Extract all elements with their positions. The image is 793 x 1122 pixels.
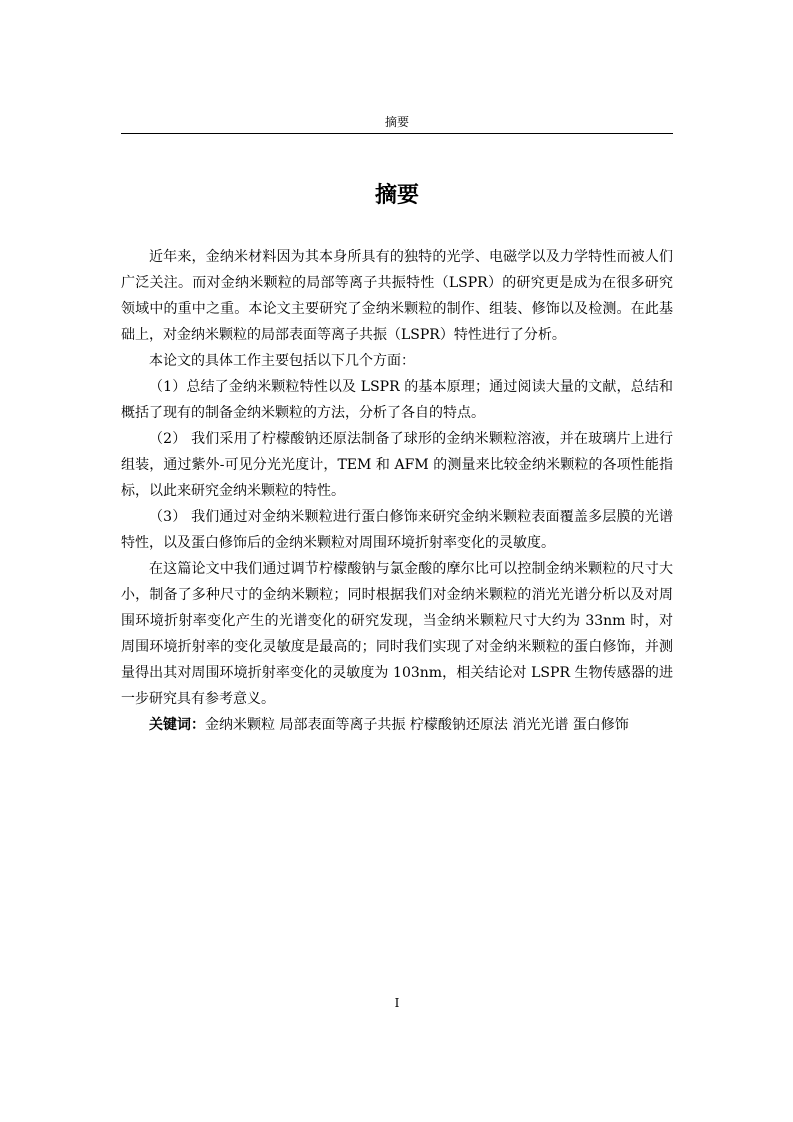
paragraph-item-1: （1）总结了金纳米颗粒特性以及 LSPR 的基本原理；通过阅读大量的文献，总结和概括了现有的制备金纳米颗粒的方法，分析了各自的特点。 — [121, 379, 673, 421]
paragraph-item-3: （3） 我们通过对金纳米颗粒进行蛋白修饰来研究金纳米颗粒表面覆盖多层膜的光谱特性，以及蛋白修饰后的金纳米颗粒对周围环境折射率变化的灵敏度。 — [121, 509, 673, 551]
running-header: 摘要 — [384, 115, 409, 129]
keywords-label: 关键词： — [149, 717, 205, 733]
keywords-text: 金纳米颗粒 局部表面等离子共振 柠檬酸钠还原法 消光光谱 蛋白修饰 — [205, 717, 629, 733]
paragraph-conclusion: 在这篇论文中我们通过调节柠檬酸钠与氯金酸的摩尔比可以控制金纳米颗粒的尺寸大小，制备了多种尺寸的金纳米颗粒；同时根据我们对金纳米颗粒的消光光谱分析以及对周围环境折射率变化产生的光谱变化的研究发现，当金纳米颗粒尺寸大约为 33nm 时，对周围环境折射率的变化灵敏度是最高的；同时我们实现了对金纳米颗粒的蛋白修饰，并测量得出其对周围环境折射率变化的灵敏度为 103nm，相关结论对 LSPR 生物传感器的进一步研究具有参考意义。 — [121, 561, 673, 707]
page-number: I — [394, 996, 400, 1010]
paragraph-item-2: （2） 我们采用了柠檬酸钠还原法制备了球形的金纳米颗粒溶液，并在玻璃片上进行组装，通过紫外-可见分光光度计，TEM 和 AFM 的测量来比较金纳米颗粒的各项性能指标，以此来研究金纳米颗粒的特性。 — [121, 431, 673, 499]
keywords — [121, 712, 673, 738]
abstract-body — [121, 244, 673, 738]
paragraph-work-overview: 本论文的具体工作主要包括以下几个方面： — [149, 353, 415, 369]
header-rule — [121, 133, 673, 134]
abstract-title: 摘要 — [374, 183, 419, 208]
paragraph-intro: 近年来，金纳米材料因为其本身所具有的独特的光学、电磁学以及力学特性而被人们广泛关注。而对金纳米颗粒的局部等离子共振特性（LSPR）的研究更是成为在很多研究领域中的重中之重。本论文主要研究了金纳米颗粒的制作、组装、修饰以及检测。在此基础上，对金纳米颗粒的局部表面等离子共振（LSPR）特性进行了分析。 — [121, 249, 673, 343]
